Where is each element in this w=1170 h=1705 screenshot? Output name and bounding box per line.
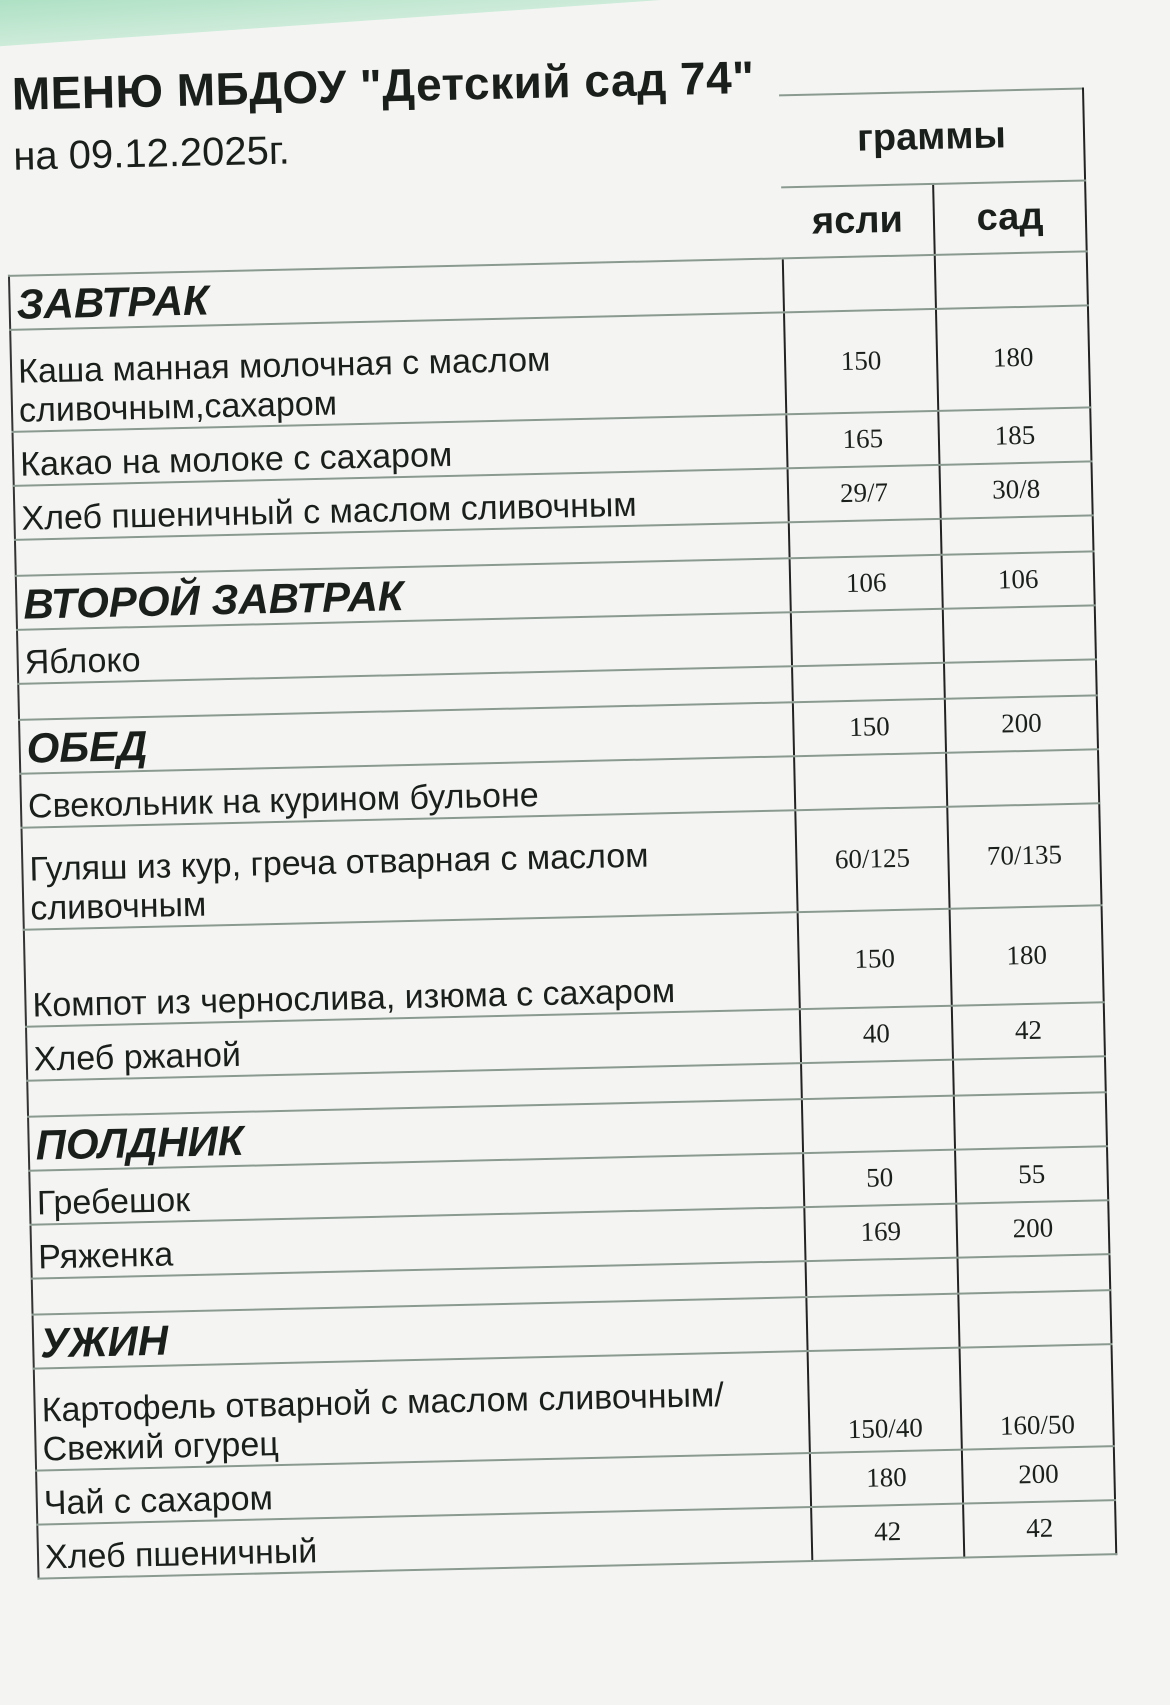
dish-name: Гребешок bbox=[29, 1153, 804, 1225]
nursery-grams: 180 bbox=[810, 1450, 964, 1507]
section-title-afternoon-snack: ПОЛДНИК bbox=[28, 1099, 803, 1171]
nursery-grams: 42 bbox=[811, 1504, 965, 1561]
garden-grams: 200 bbox=[945, 695, 1098, 752]
garden-grams: 200 bbox=[962, 1446, 1115, 1503]
nursery-grams: 106 bbox=[789, 555, 943, 612]
section-title-second-breakfast: ВТОРОЙ ЗАВТРАК bbox=[16, 558, 791, 630]
nursery-grams: 150 bbox=[797, 909, 951, 1009]
dish-name: Ряженка bbox=[31, 1207, 806, 1279]
garden-grams: 42 bbox=[952, 1002, 1105, 1059]
dish-name: Яблоко bbox=[17, 612, 792, 684]
garden-grams: 200 bbox=[956, 1200, 1109, 1257]
nursery-grams: 150 bbox=[793, 699, 947, 756]
menu-table bbox=[4, 87, 1117, 1579]
section-title-dinner: УЖИН bbox=[33, 1297, 808, 1369]
garden-grams: 106 bbox=[942, 551, 1095, 608]
menu-date: на 09.12.2025г. bbox=[12, 128, 291, 179]
nursery-grams: 150/40 bbox=[807, 1348, 962, 1453]
dish-name: Чай с сахаром bbox=[36, 1453, 811, 1525]
dish-name: Картофель отварной с маслом сливочным/ Свежий огурец bbox=[34, 1351, 810, 1471]
dish-name: Каша манная молочная с маслом сливочным,сахаром bbox=[10, 312, 786, 432]
dish-name: Гуляш из кур, греча отварная с маслом сливочным bbox=[21, 810, 797, 930]
page-title: МЕНЮ МБДОУ "Детский сад 74" bbox=[11, 50, 756, 120]
dish-name: Свекольник на курином бульоне bbox=[20, 756, 795, 828]
dish-name: Хлеб пшеничный bbox=[37, 1507, 812, 1579]
garden-grams: 42 bbox=[963, 1500, 1116, 1557]
garden-grams: 185 bbox=[938, 407, 1091, 464]
garden-grams: 70/135 bbox=[947, 803, 1101, 908]
nursery-grams: 50 bbox=[803, 1150, 957, 1207]
section-title-breakfast: ЗАВТРАК bbox=[9, 258, 784, 330]
nursery-grams: 150 bbox=[784, 309, 939, 414]
nursery-grams: 29/7 bbox=[787, 465, 941, 522]
dish-name: Компот из чернослива, изюма с сахаром bbox=[24, 912, 800, 1027]
dish-name: Какао на молоке с сахаром bbox=[13, 414, 788, 486]
nursery-header: ясли bbox=[781, 184, 935, 258]
garden-grams: 55 bbox=[955, 1146, 1108, 1203]
nursery-grams: 60/125 bbox=[795, 807, 950, 912]
dish-name: Хлеб пшеничный с маслом сливочным bbox=[14, 468, 789, 540]
nursery-grams: 40 bbox=[800, 1006, 954, 1063]
section-title-lunch: ОБЕД bbox=[19, 702, 794, 774]
nursery-grams: 169 bbox=[804, 1204, 958, 1261]
garden-header: сад bbox=[933, 180, 1086, 254]
garden-grams: 180 bbox=[950, 905, 1104, 1005]
dish-name: Хлеб ржаной bbox=[26, 1009, 801, 1081]
garden-grams: 180 bbox=[936, 305, 1090, 410]
garden-grams: 160/50 bbox=[960, 1344, 1114, 1449]
nursery-grams: 165 bbox=[786, 411, 940, 468]
grams-header: граммы bbox=[779, 88, 1085, 187]
garden-grams: 30/8 bbox=[940, 461, 1093, 518]
